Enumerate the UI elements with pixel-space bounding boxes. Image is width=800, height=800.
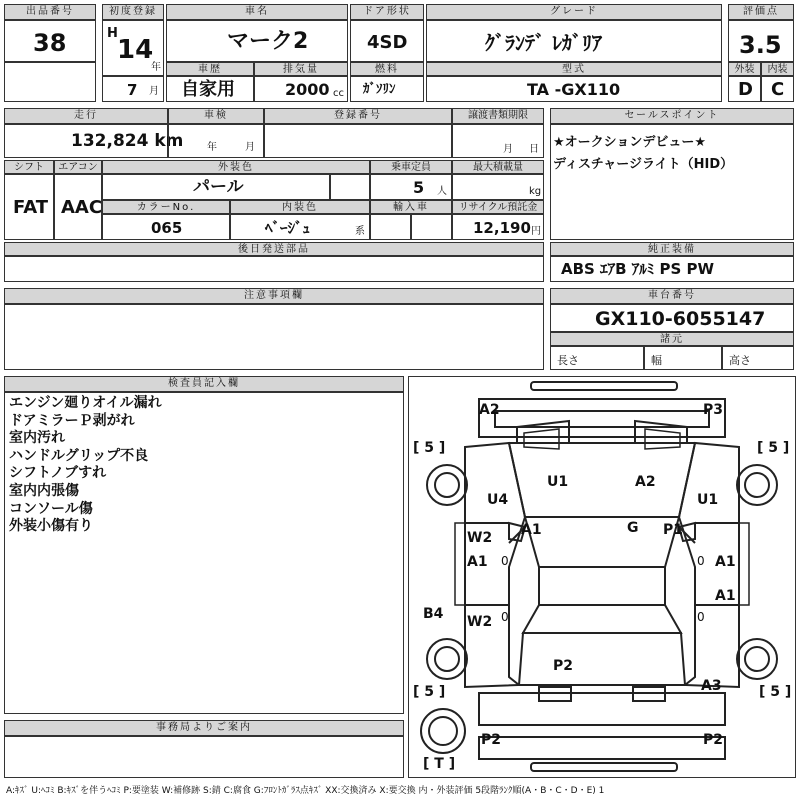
ext-color-label: 外装色: [102, 160, 370, 174]
tire-rear-left: [ 5 ]: [413, 684, 446, 700]
height-cell: [722, 346, 794, 370]
reg-no-cell: [264, 124, 452, 158]
chassis-cell: [550, 304, 794, 332]
mark-p2-rear-right: P2: [703, 732, 724, 748]
mark-a1-left-pillar: A1: [521, 522, 542, 538]
grade-label: グレード: [426, 4, 722, 20]
recycle-label: リサイクル預託金: [452, 200, 544, 214]
interior-label: 内装: [761, 62, 794, 76]
width-label: 幅: [651, 354, 662, 367]
sales-label: セールスポイント: [550, 108, 794, 124]
mark-b4-left-rear: B4: [423, 606, 444, 622]
mark-w2-left-rear-door: W2: [467, 614, 493, 630]
insp-year-unit: 年: [207, 142, 217, 153]
length-cell: [550, 346, 644, 370]
exterior-grade: D: [738, 79, 753, 100]
car-diagram: [408, 376, 796, 778]
note-7: コンソール傷: [9, 500, 93, 517]
grade: ｸﾞﾗﾝﾃﾞ ﾚｶﾞﾘｱ: [485, 31, 602, 55]
mark-p2-trunk: P2: [553, 658, 574, 674]
car-name-label: 車名: [166, 4, 348, 20]
interior-grade: C: [771, 79, 785, 100]
spare-tire: [ T ]: [423, 756, 456, 772]
max-load-cell: [452, 174, 544, 200]
lot-no: 38: [33, 29, 67, 57]
sales-point-1: ★オークションデビュー★: [553, 135, 707, 150]
inspector-notes: [4, 392, 404, 714]
cautions-cell: [4, 304, 544, 370]
inspection-label: 車検: [168, 108, 264, 124]
model: TA -GX110: [527, 80, 621, 99]
lot-no-cell: [4, 20, 96, 62]
insp-month-unit: 月: [245, 142, 255, 153]
score-cell: [728, 20, 794, 62]
note-3: 室内汚れ: [9, 430, 65, 447]
mark-u4-left-fender: U4: [487, 492, 509, 508]
aircon-label: エアコン: [54, 160, 102, 174]
mileage: 132,824 km: [71, 131, 184, 151]
mark-a2-hood: A2: [635, 474, 656, 490]
recycle-cell: [452, 214, 544, 240]
later-parts-label: 後日発送部品: [4, 242, 544, 256]
transfer-month-unit: 月: [503, 144, 513, 155]
height-label: 高さ: [729, 354, 751, 367]
spec-label: 諸元: [550, 332, 794, 346]
first-reg-cell: [102, 20, 164, 76]
color-no: 065: [151, 219, 183, 237]
door: 4SD: [367, 32, 408, 53]
length-label: 長さ: [557, 354, 579, 367]
office-cell: [4, 736, 404, 778]
int-color: ﾍﾞｰｼﾞｭ: [265, 219, 311, 237]
width-cell: [644, 346, 722, 370]
sales-point-2: ディスチャージライト（HID）: [553, 157, 734, 172]
tire-front-right: [ 5 ]: [757, 440, 790, 456]
note-6: 室内内張傷: [9, 482, 79, 499]
capacity: 5: [413, 178, 425, 197]
door-handle-4: 0: [697, 610, 705, 624]
door-handle-1: 0: [501, 554, 509, 568]
reg-month: 7: [127, 81, 138, 99]
fuel-cell: [350, 76, 424, 102]
shift: FAT: [13, 197, 49, 218]
legend: A:ｷｽﾞ U:ﾍｺﾐ B:ｷｽﾞを伴うﾍｺﾐ P:要塗装 W:補修跡 S:錆 C:腐食 G:ﾌﾛﾝﾄｶﾞﾗｽ点ｷｽﾞ XX:交換済み X:要交換 内・外装評価 5段階ﾗﾝｸ順(A・B・C・D・E) 1: [6, 786, 605, 796]
month-unit: 月: [149, 86, 159, 97]
mark-a1-right-front-door: A1: [715, 554, 736, 570]
cautions-label: 注意事項欄: [4, 288, 544, 304]
note-1: エンジン廻りオイル漏れ: [9, 395, 162, 411]
transfer-label: 譲渡書類期限: [452, 108, 544, 124]
shift-label: シフト: [4, 160, 54, 174]
year-unit: 年: [151, 62, 161, 73]
inspection-cell: [168, 124, 264, 158]
car-name-cell: [166, 20, 348, 62]
displacement-label: 排気量: [254, 62, 348, 76]
door-handle-3: 0: [697, 554, 705, 568]
office-label: 事務局よりご案内: [4, 720, 404, 736]
max-load-label: 最大積載量: [452, 160, 544, 174]
shift-cell: [4, 174, 54, 240]
import-cell-b: [411, 214, 452, 240]
mark-u1-right-fender: U1: [697, 492, 719, 508]
capacity-cell: [370, 174, 452, 200]
mark-w2-left-front-door: W2: [467, 530, 493, 546]
score-label: 評価点: [728, 4, 794, 20]
ext-color: パール: [193, 177, 244, 197]
door-label: ドア形状: [350, 4, 424, 20]
note-2: ドアミラーＰ剥がれ: [9, 412, 135, 429]
chassis-label: 車台番号: [550, 288, 794, 304]
displacement: 2000: [285, 80, 330, 99]
equipment-cell: [550, 256, 794, 282]
model-label: 型式: [426, 62, 722, 76]
interior-cell: [761, 76, 794, 102]
ext-color-cell: [102, 174, 330, 200]
int-color-label: 内装色: [230, 200, 370, 214]
aircon-cell: [54, 174, 102, 240]
later-parts-cell: [4, 256, 544, 282]
lot-no-label: 出品番号: [4, 4, 96, 20]
chassis-no: GX110-6055147: [595, 308, 766, 330]
mark-p3-front-right: P3: [703, 402, 724, 418]
car-outline: [409, 377, 795, 777]
era: H: [107, 26, 118, 41]
capacity-label: 乗車定員: [370, 160, 452, 174]
mileage-cell: [4, 124, 184, 158]
exterior-cell: [728, 76, 761, 102]
equipment-label: 純正装備: [550, 242, 794, 256]
history-cell: [166, 76, 254, 102]
capacity-unit: 人: [437, 186, 447, 197]
car-name: マーク2: [227, 29, 309, 54]
transfer-day-unit: 日: [529, 144, 539, 155]
displacement-unit: cc: [333, 88, 344, 99]
lot-no-blank: [4, 62, 96, 102]
mark-u1-hood: U1: [547, 474, 569, 490]
exterior-label: 外装: [728, 62, 761, 76]
transfer-cell: [452, 124, 544, 158]
tire-rear-right: [ 5 ]: [759, 684, 792, 700]
mark-p2-rear-left: P2: [481, 732, 502, 748]
fuel: ｶﾞｿﾘﾝ: [363, 82, 396, 97]
score: 3.5: [739, 31, 782, 59]
mark-p1-right-pillar: P1: [663, 522, 684, 538]
max-load-unit: kg: [529, 186, 542, 197]
reg-month-cell: [102, 76, 164, 102]
mark-g-windshield: G: [627, 520, 639, 536]
history-label: 車歴: [166, 62, 254, 76]
reg-year: 14: [117, 35, 154, 65]
color-no-cell: [102, 214, 230, 240]
door-cell: [350, 20, 424, 62]
mark-a1-left-front-door: A1: [467, 554, 488, 570]
fuel-label: 燃料: [350, 62, 424, 76]
model-cell: [426, 76, 722, 102]
inspector-label: 検査員記入欄: [4, 376, 404, 392]
recycle-unit: 円: [531, 226, 541, 237]
grade-cell: [426, 20, 722, 62]
aircon: AAC: [61, 197, 103, 218]
first-reg-label: 初度登録: [102, 4, 164, 20]
equipment: ABS ｴｱB ｱﾙﾐ PS PW: [561, 260, 715, 278]
mark-a3-rear-right: A3: [701, 678, 722, 694]
tire-front-left: [ 5 ]: [413, 440, 446, 456]
int-color-unit: 系: [355, 226, 365, 237]
mark-a1-right-rear-door: A1: [715, 588, 736, 604]
door-handle-2: 0: [501, 610, 509, 624]
import-label: 輸入車: [370, 200, 452, 214]
note-4: ハンドルグリップ不良: [9, 447, 149, 464]
history: 自家用: [181, 79, 235, 100]
mileage-label: 走行: [4, 108, 168, 124]
mark-a2-front-left: A2: [479, 402, 500, 418]
ext-color-sub: [330, 174, 370, 200]
import-cell-a: [370, 214, 411, 240]
displacement-cell: [254, 76, 348, 102]
reg-no-label: 登録番号: [264, 108, 452, 124]
sales-cell: [550, 124, 794, 240]
color-no-label: カラーNo.: [102, 200, 230, 214]
note-8: 外装小傷有り: [9, 518, 93, 535]
note-5: シフトノブすれ: [9, 465, 107, 482]
int-color-cell: [230, 214, 370, 240]
recycle: 12,190: [473, 219, 531, 237]
